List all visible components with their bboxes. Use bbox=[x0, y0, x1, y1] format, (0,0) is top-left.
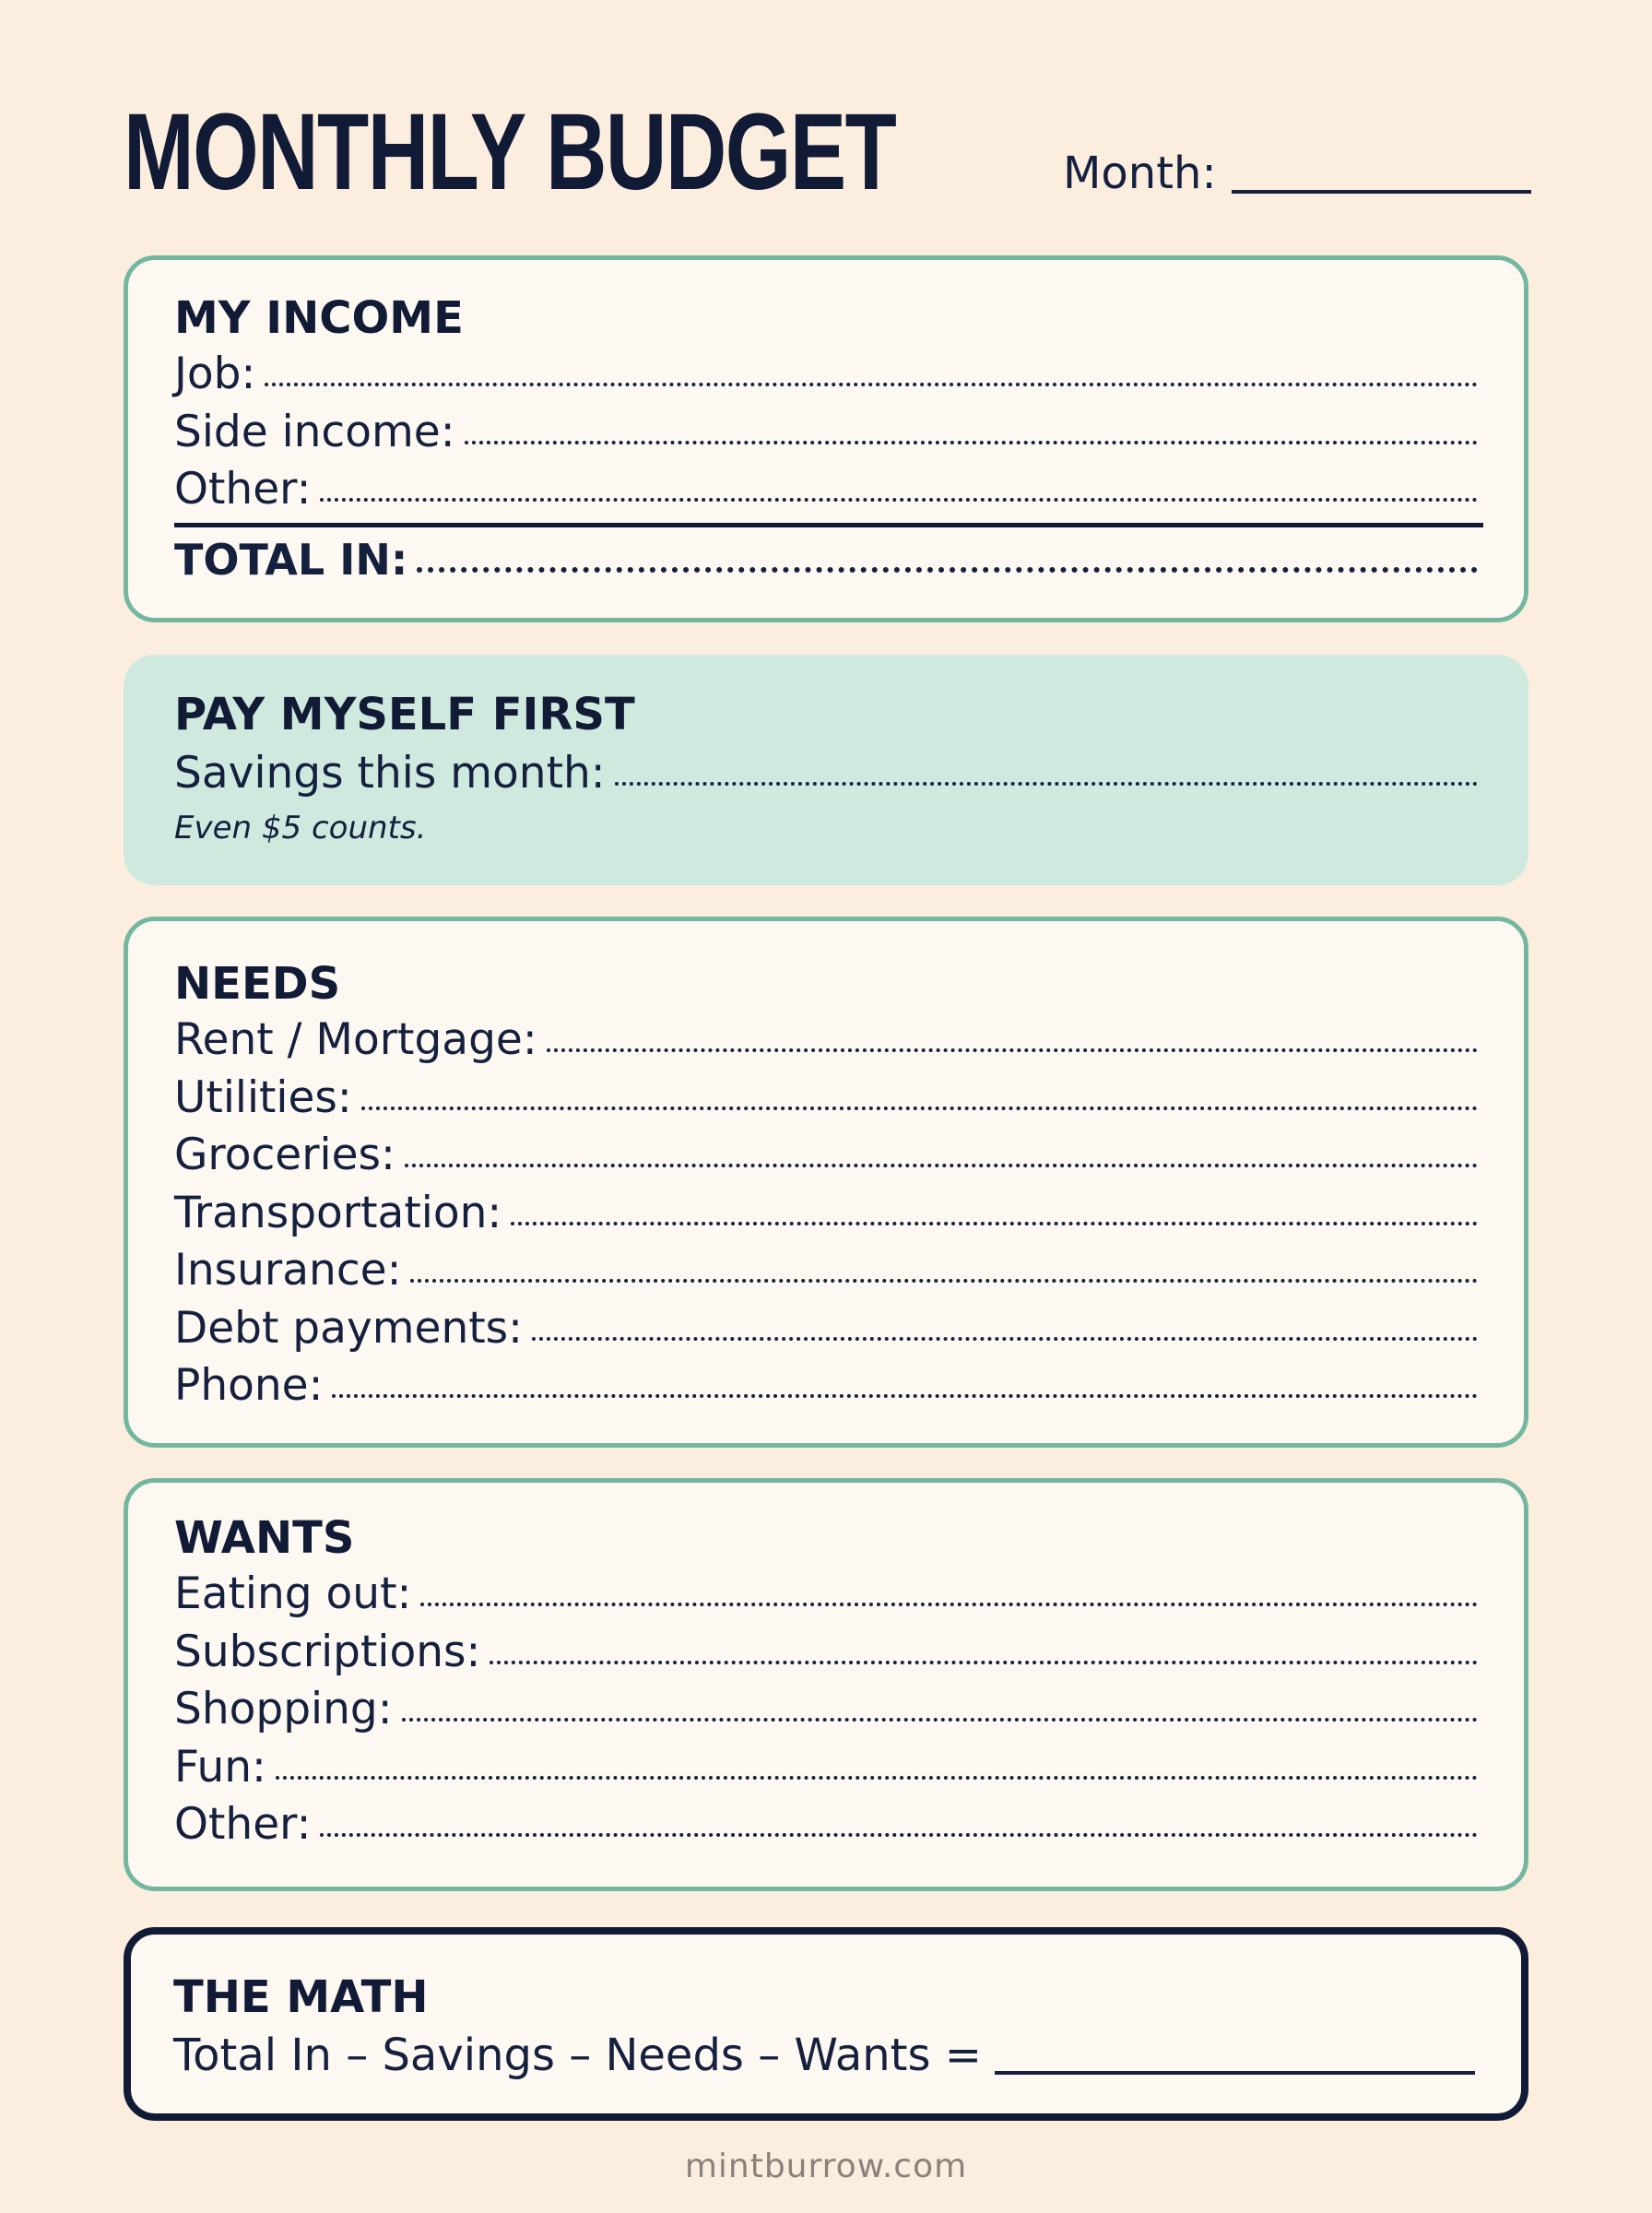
fill-in-line[interactable] bbox=[265, 383, 1478, 386]
income-row-other bbox=[174, 461, 1478, 519]
income-section bbox=[124, 255, 1528, 622]
fill-in-line[interactable] bbox=[465, 441, 1478, 444]
needs-label: Rent / Mortgage: bbox=[174, 1014, 537, 1065]
income-row-side bbox=[174, 404, 1478, 462]
wants-row bbox=[174, 1681, 1478, 1739]
math-equation-row bbox=[173, 2025, 1475, 2086]
math-equation: Total In – Savings – Needs – Wants = bbox=[173, 2030, 982, 2081]
fill-in-line[interactable] bbox=[532, 1337, 1478, 1341]
savings-row bbox=[174, 742, 1478, 805]
wants-row bbox=[174, 1739, 1478, 1797]
needs-row bbox=[174, 1357, 1478, 1415]
fill-in-line[interactable] bbox=[320, 1833, 1478, 1837]
wants-row bbox=[174, 1566, 1478, 1624]
needs-row bbox=[174, 1300, 1478, 1358]
wants-label: Other: bbox=[174, 1799, 312, 1850]
needs-row bbox=[174, 1242, 1478, 1300]
needs-row bbox=[174, 1012, 1478, 1070]
fill-in-line[interactable] bbox=[402, 1718, 1478, 1722]
month-blank-line[interactable] bbox=[1232, 190, 1531, 194]
income-heading: MY INCOME bbox=[174, 292, 464, 344]
needs-row bbox=[174, 1185, 1478, 1243]
fill-in-line[interactable] bbox=[410, 1279, 1478, 1283]
fill-in-line[interactable] bbox=[420, 1603, 1478, 1606]
income-label: Job: bbox=[174, 349, 256, 399]
needs-label: Transportation: bbox=[174, 1187, 502, 1238]
footer-website: mintburrow.com bbox=[684, 2148, 968, 2185]
the-math-heading: THE MATH bbox=[173, 1971, 429, 2023]
needs-label: Debt payments: bbox=[174, 1302, 523, 1354]
fill-in-line[interactable] bbox=[547, 1048, 1478, 1052]
needs-row bbox=[174, 1127, 1478, 1185]
wants-label: Shopping: bbox=[174, 1684, 393, 1734]
income-row-job bbox=[174, 346, 1478, 404]
result-blank-line[interactable] bbox=[995, 2071, 1475, 2075]
fill-in-line[interactable] bbox=[405, 1164, 1478, 1167]
income-label: Other: bbox=[174, 464, 312, 515]
wants-heading: WANTS bbox=[174, 1512, 355, 1564]
fill-in-line[interactable] bbox=[615, 782, 1478, 786]
needs-row bbox=[174, 1070, 1478, 1128]
wants-label: Subscriptions: bbox=[174, 1626, 481, 1677]
total-divider bbox=[174, 523, 1483, 527]
total-fill-in-line[interactable] bbox=[417, 567, 1478, 573]
wants-row bbox=[174, 1796, 1478, 1854]
fill-in-line[interactable] bbox=[332, 1394, 1478, 1398]
fill-in-line[interactable] bbox=[361, 1106, 1478, 1110]
wants-row bbox=[174, 1624, 1478, 1682]
page-title: MONTHLY BUDGET bbox=[124, 91, 896, 213]
needs-section bbox=[124, 917, 1528, 1448]
needs-label: Insurance: bbox=[174, 1245, 402, 1296]
wants-label: Fun: bbox=[174, 1741, 266, 1793]
income-total-row bbox=[174, 531, 1478, 589]
fill-in-line[interactable] bbox=[320, 498, 1478, 502]
fill-in-line[interactable] bbox=[511, 1222, 1478, 1225]
savings-label: Savings this month: bbox=[174, 748, 606, 799]
the-math-section bbox=[124, 1927, 1528, 2121]
needs-label: Utilities: bbox=[174, 1071, 352, 1123]
needs-label: Groceries: bbox=[174, 1130, 395, 1180]
savings-note: Even $5 counts. bbox=[174, 810, 427, 846]
pay-myself-first-section bbox=[124, 655, 1528, 885]
wants-section bbox=[124, 1478, 1528, 1891]
fill-in-line[interactable] bbox=[276, 1776, 1478, 1780]
needs-label: Phone: bbox=[174, 1360, 324, 1411]
income-label: Side income: bbox=[174, 406, 455, 457]
needs-heading: NEEDS bbox=[174, 958, 341, 1010]
month-label: Month: bbox=[1063, 148, 1217, 199]
total-in-label: TOTAL IN: bbox=[174, 534, 408, 585]
pay-myself-first-heading: PAY MYSELF FIRST bbox=[174, 689, 635, 740]
wants-label: Eating out: bbox=[174, 1568, 412, 1619]
fill-in-line[interactable] bbox=[490, 1661, 1478, 1664]
month-field bbox=[1063, 146, 1531, 201]
